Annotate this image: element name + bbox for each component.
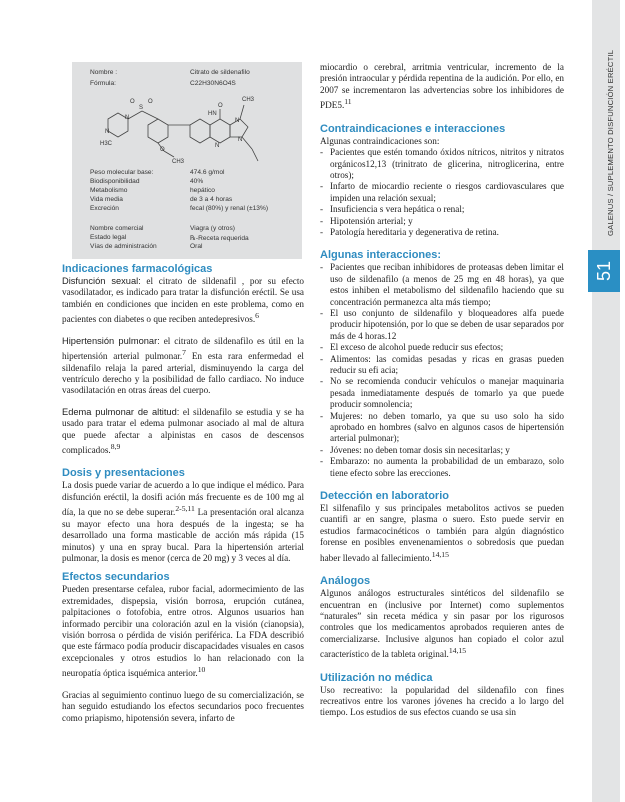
nombre-label: Nombre : xyxy=(90,69,118,76)
info-value: 40% xyxy=(190,178,204,185)
paragraph xyxy=(320,588,564,661)
text: Algunos análogos estructurales sintéticos del sildenafilo se encuentran en (inclusive por Internet) como suplementos “naturales” sin receta médica y sin pasar por los rigurosos controles que los medicamentos aprobados requieren antes de comercializarse. Inclusive algunos han copiado el color azul característico de la tableta original. xyxy=(320,588,564,660)
reference: 2-5,11 xyxy=(175,504,195,514)
atom-label: CH3 xyxy=(172,159,185,165)
heading-contraindicaciones: Contraindicaciones e interacciones xyxy=(320,122,506,135)
heading-deteccion: Detección en laboratorio xyxy=(320,490,449,503)
molecule-structure-diagram xyxy=(102,89,262,165)
atom-label: N xyxy=(105,129,110,135)
right-column xyxy=(320,62,564,719)
info-label: Metabolismo xyxy=(90,187,128,194)
text: El silfenafilo y sus principales metabolitos activos se pueden cuantifi ar en sangre, plasma o suero. Esto puede servir en estudios farmacocinéticos o también para algún diagnóstico forense en posibles envenenamientos o sobredosis que puedan haber llevado al fallecimiento. xyxy=(320,503,564,563)
atom-label: N xyxy=(235,118,240,124)
reference: 11 xyxy=(344,97,352,107)
paragraph: Gracias al seguimiento continuo luego de su comercialización, se han seguido estudiando los efectos secundarios poco frecuentes como priapismo, hipotensión severa, infarto de xyxy=(62,689,304,723)
info-label: Peso molecular base: xyxy=(90,169,154,176)
atom-label: O xyxy=(130,99,135,105)
heading-utilizacion: Utilización no médica xyxy=(320,671,433,684)
info-value: ℞-Receta requerida xyxy=(190,235,249,242)
reference: 8,9 xyxy=(110,442,121,451)
info-label: Biodisponibilidad xyxy=(90,178,140,185)
paragraph xyxy=(320,62,564,112)
contraindications-list xyxy=(320,147,564,238)
info-value: Viagra (y otros) xyxy=(190,225,235,232)
interactions-list xyxy=(320,262,564,479)
reference: 7 xyxy=(182,348,186,358)
info-value: fecal (80%) y renal (±13%) xyxy=(190,205,269,212)
running-title: GALENUS / SUPLEMENTO DISFUNCIÓN ERÉCTIL xyxy=(606,49,615,236)
atom-label: O xyxy=(160,147,165,153)
list-item: - Pacientes que estén tomando óxidos nítricos, nitritos y nitratos orgánicos12,13 (trinitrato de glicerina, nitroglicerina, entre otros); xyxy=(320,147,564,181)
reference: 14,15 xyxy=(448,646,467,656)
atom-label: O xyxy=(148,99,153,105)
reference: 14,15 xyxy=(431,549,449,559)
text: Pueden presentarse cefalea, rubor facial, adormecimiento de las extremidades, dispepsia, visión borrosa, erupción cutánea, palpitaciones o fotofobia, entre otros. Algunos usuarios han informado percibir una coloración azul en la visión (cianopsia), visión borrosa o pérdida de visión periférica. La FDA describió que este fármaco podía producir discapacidades visuales en casos excepcionales y otros estudios lo han relacionado con la neuropatía óptica isquémica anterior. xyxy=(62,584,304,679)
list-item: - Embarazo: no aumenta la probabilidad de un embarazo, solo tiene efecto sobre las erecciones. xyxy=(320,456,564,479)
atom-label: S xyxy=(139,105,144,111)
text: miocardio o cerebral, arritmia ventricular, incremento de la presión intraocular y pérdida repentina de la audición. Por ello, en 2007 se incrementaron las advertencias sobre los inhibidores de PDE5. xyxy=(320,62,564,111)
list-item: - Insuficiencia s vera hepática o renal; xyxy=(320,204,564,215)
paragraph xyxy=(62,276,304,326)
paragraph xyxy=(62,407,304,457)
heading-indicaciones: Indicaciones farmacológicas xyxy=(62,263,213,275)
list-item: - Mujeres: no deben tomarlo, ya que su uso solo ha sido aprobado en hombres (salvo en algunos casos de hipertensión arterial pulmonar); xyxy=(320,411,564,445)
nombre-value: Citrato de sildenafilo xyxy=(190,69,250,76)
text: el citrato de sildenafil , por su efecto vasodilatador, es indicado para tratar la disfunción eréctil. Se usa también en condiciones que inciden en este problema, como en pacientes con diabetes o que reciben antedepresivos. xyxy=(62,276,304,325)
paragraph xyxy=(320,503,564,564)
info-label: Excreción xyxy=(90,205,119,212)
heading-interacciones: Algunas interacciones: xyxy=(320,249,442,262)
atom-label: HN xyxy=(208,111,217,117)
paragraph: Uso recreativo: la popularidad del sildenafilo con fines recreativos entre los varones jóvenes ha crecido a lo largo del tiempo. Los estudios de sus efectos cuando se usa sin xyxy=(320,684,564,718)
list-item: - Jóvenes: no deben tomar dosis sin necesitarlas; y xyxy=(320,445,564,456)
paragraph xyxy=(62,480,304,564)
text: La presentación oral alcanza su mayor efecto una hora después de la ingesta; se ha desarrollado una forma masticable de acción más rápida (15 minutos) y una en spray bucal. Para la hipertensión arterial pulmonar, la dosis es menor (cerca de 20 mg) y 3 veces al día. xyxy=(62,507,304,563)
atom-label: O xyxy=(218,103,223,109)
info-label: Vías de administración xyxy=(90,243,157,250)
paragraph: Algunas contraindicaciones son: xyxy=(320,135,440,146)
paragraph xyxy=(62,336,304,397)
atom-label: H3C xyxy=(100,141,113,147)
formula-value: C22H30N6O4S xyxy=(190,80,236,87)
info-label: Vida media xyxy=(90,196,123,203)
page-number-tab xyxy=(588,250,620,292)
heading-dosis: Dosis y presentaciones xyxy=(62,467,185,480)
atom-label: N xyxy=(125,115,130,121)
text: el citrato de sildenafilo es útil en la hipertensión arterial pulmonar. xyxy=(62,335,304,362)
list-item: - Hipotensión arterial; y xyxy=(320,216,564,227)
formula-label: Fórmula: xyxy=(90,80,117,87)
reference: 6 xyxy=(255,311,259,321)
list-item: - El uso conjunto de sildenafilo y bloqueadores alfa puede producir hipotensión, por lo que se deben de usar separados por más de 4 horas.12 xyxy=(320,308,564,342)
heading-analogos: Análogos xyxy=(320,575,371,588)
list-item: - Pacientes que reciban inhibidores de proteasas deben limitar el uso de sildenafilo (a menos de 25 mg en 48 horas), ya que estos inhiben el metabolismo del sildenafilo haciendo que su concentración permanezca alta más tiempo; xyxy=(320,262,564,308)
list-item: - Alimentos: las comidas pesadas y ricas en grasas pueden reducir su efi acia; xyxy=(320,354,564,377)
running-title-area xyxy=(592,0,620,250)
info-value: hepático xyxy=(190,187,215,194)
list-item: - Infarto de miocardio reciente o riesgos cardiovasculares que impiden una relación sexual; xyxy=(320,181,564,204)
page-number: 51 xyxy=(593,260,614,282)
left-column xyxy=(62,262,304,724)
list-item: - No se recomienda conducir vehículos o manejar maquinaria pesada inmediatamente después de tomarlo ya que puede producir somnolencia; xyxy=(320,376,564,410)
text: En esta rara enfermedad el sildenafilo relaja la pared arterial, disminuyendo la carga del ventrículo derecho y la posibilidad de fallo cardiaco. No induce vasodilatación en otras áreas del cuerpo. xyxy=(62,351,304,396)
info-value: Oral xyxy=(190,243,203,250)
info-value: 474.6 g/mol xyxy=(190,169,225,176)
text: La dosis puede variar de acuerdo a lo que indique el médico. Para disfunción eréctil, la dosifi ación más frecuente es de 100 mg al día, la que no se debe superar. xyxy=(62,480,304,518)
list-item: - El exceso de alcohol puede reducir sus efectos; xyxy=(320,342,564,353)
heading-efectos: Efectos secundarios xyxy=(62,571,170,584)
atom-label: N xyxy=(238,137,243,143)
info-value: de 3 a 4 horas xyxy=(190,196,233,203)
atom-label: N xyxy=(215,143,220,149)
paragraph xyxy=(62,584,304,679)
lead-term: Edema pulmonar de altitud: xyxy=(62,406,180,417)
lead-term: Hipertensión pulmonar: xyxy=(62,335,160,346)
lead-term: Disfunción sexual: xyxy=(62,276,141,286)
atom-label: CH3 xyxy=(242,97,255,103)
info-label: Estado legal xyxy=(90,234,127,241)
text: el sildenafilo se estudia y se ha usado para tratar el edema pulmonar asociado al mal de altura que puede afectar a alpinistas en casos de descensos complicados. xyxy=(62,406,304,456)
info-label: Nombre comercial xyxy=(90,225,144,232)
reference: 10 xyxy=(197,665,206,675)
drug-info-box xyxy=(72,62,302,259)
list-item: - Patología hereditaria y degenerativa de retina. xyxy=(320,227,564,238)
